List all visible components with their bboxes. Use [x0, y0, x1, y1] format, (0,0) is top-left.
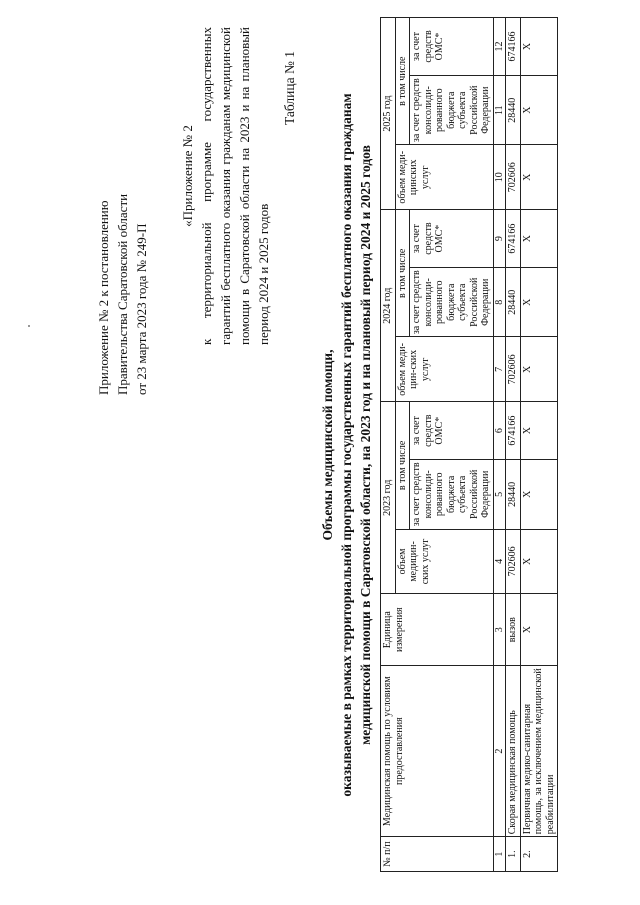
row-num: 2.: [520, 837, 558, 872]
row-value: 28440: [506, 268, 521, 337]
row-value: 28440: [506, 75, 521, 144]
header-volume-2023: объем медицин-ских услуг: [395, 529, 493, 594]
annex-line-1: Приложение № 2 к постановлению: [96, 200, 111, 395]
table-label: Таблица № 1: [282, 51, 297, 125]
header-budget-2023: за счет средств консолиди-рованного бюджета субъекта Российской Федерации: [410, 460, 494, 529]
header-row-1: [381, 18, 396, 872]
row-name: Скорая медицинская помощь: [506, 666, 521, 837]
table-row: [520, 18, 558, 872]
row-value: X: [520, 18, 558, 76]
col-number: 3: [493, 594, 506, 666]
row-value: 28440: [506, 460, 521, 529]
row-value: 674166: [506, 18, 521, 76]
row-unit: X: [520, 594, 558, 666]
header-unit: Единица измерения: [381, 594, 494, 666]
header-incl-2024: в том числе: [395, 210, 410, 337]
header-volume-2024: объем меди-цин-ских услуг: [395, 337, 493, 402]
header-num: № п/п: [381, 837, 494, 872]
heading-line-1: Объемы медицинской помощи,: [320, 349, 335, 541]
row-value: X: [520, 75, 558, 144]
row-value: X: [520, 145, 558, 210]
header-type: Медицинская помощь по условиям предоставления: [381, 666, 494, 837]
col-number: 12: [493, 18, 506, 76]
col-number: 1: [493, 837, 506, 872]
row-value: 702606: [506, 337, 521, 402]
col-number: 8: [493, 268, 506, 337]
header-2025: 2025 год: [381, 18, 396, 210]
header-volume-2025: объем меди-цинских услуг: [395, 145, 493, 210]
row-value: X: [520, 337, 558, 402]
header-oms-2025: за счет средств ОМС*: [410, 18, 494, 76]
row-value: X: [520, 268, 558, 337]
col-number: 6: [493, 402, 506, 460]
header-oms-2023: за счет средств ОМС*: [410, 402, 494, 460]
col-number: 7: [493, 337, 506, 402]
row-unit: вызов: [506, 594, 521, 666]
row-value: 702606: [506, 145, 521, 210]
table-row: [506, 18, 521, 872]
col-number: 2: [493, 666, 506, 837]
row-value: 702606: [506, 529, 521, 594]
col-number: 5: [493, 460, 506, 529]
row-value: 674166: [506, 210, 521, 268]
document-heading: [318, 15, 375, 875]
header-2024: 2024 год: [381, 210, 396, 402]
column-number-row: [493, 18, 506, 872]
row-value: X: [520, 402, 558, 460]
col-number: 4: [493, 529, 506, 594]
row-value: X: [520, 529, 558, 594]
annex-reference: [94, 45, 151, 395]
col-number: 9: [493, 210, 506, 268]
row-name: Первичная медико-санитарная помощь, за исключением медицинской реабилитации: [520, 666, 558, 837]
annex-line-2: Правительства Саратовской области: [115, 193, 130, 395]
annex-line-3: от 23 марта 2023 года № 249-П: [134, 223, 149, 395]
program-annex: [178, 27, 273, 345]
heading-line-3: медицинской помощи в Саратовской области, на 2023 год и на плановый период 2024 и 2025 годов: [358, 145, 373, 745]
header-oms-2024: за счет средств ОМС*: [410, 210, 494, 268]
row-value: X: [520, 210, 558, 268]
program-annex-text: к территориальной программе государственных гарантий бесплатного оказания гражданам медицинской помощи в Саратовской области на 2023 и на плановый период 2024 и 2025 годов: [199, 27, 271, 345]
row-value: X: [520, 460, 558, 529]
header-incl-2023: в том числе: [395, 402, 410, 529]
header-incl-2025: в том числе: [395, 18, 410, 145]
heading-line-2: оказываемые в рамках территориальной программы государственных гарантий бесплатного оказания гражданам: [339, 93, 354, 797]
row-num: 1.: [506, 837, 521, 872]
header-2023: 2023 год: [381, 402, 396, 594]
row-value: 674166: [506, 402, 521, 460]
volumes-table: [380, 17, 558, 872]
header-budget-2025: за счет средств консолиди-рованного бюджета субъекта Российской Федерации: [410, 75, 494, 144]
col-number: 11: [493, 75, 506, 144]
program-annex-title: «Приложение № 2: [180, 125, 195, 227]
col-number: 10: [493, 145, 506, 210]
header-budget-2024: за счет средств консолиди-рованного бюджета субъекта Российской Федерации: [410, 268, 494, 337]
